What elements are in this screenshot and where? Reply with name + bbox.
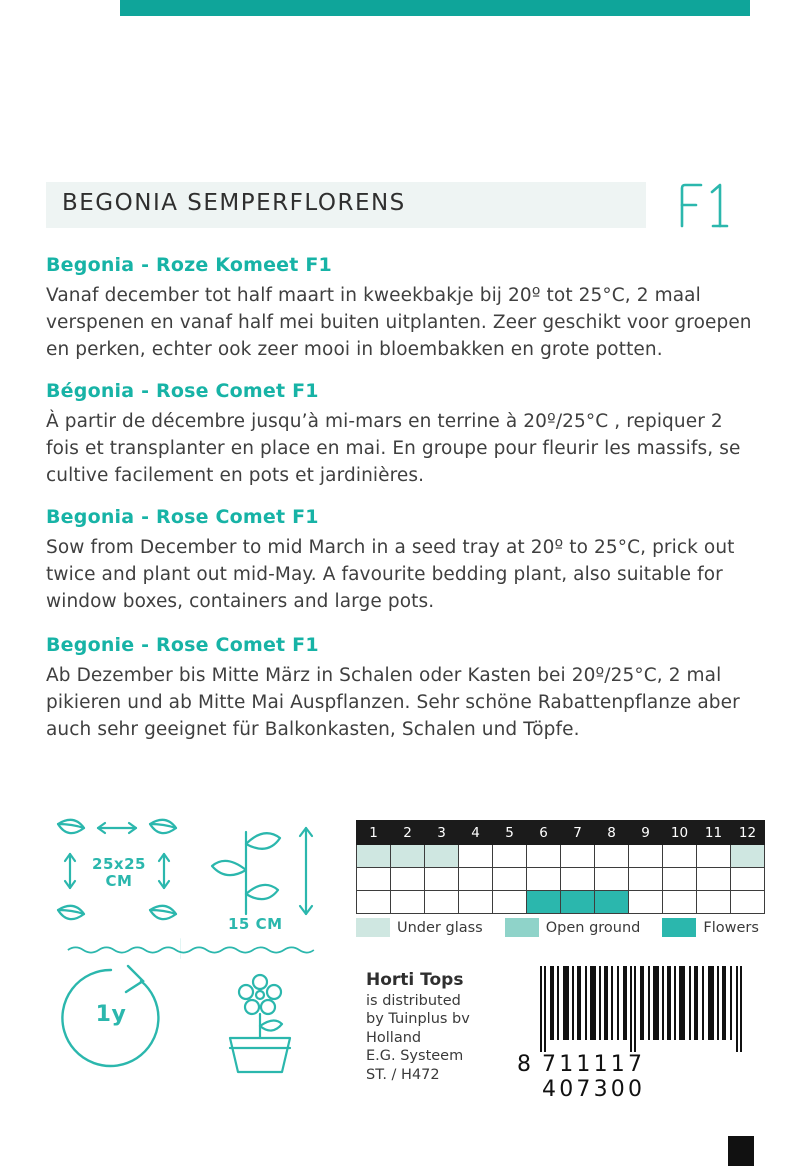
calendar-cell (697, 891, 731, 914)
calendar-month-5: 5 (493, 821, 527, 845)
calendar-month-6: 6 (527, 821, 561, 845)
plant-spacing-unit: CM (105, 872, 133, 891)
calendar-cell (629, 845, 663, 868)
brand-line-2: by Tuinplus bv (366, 1011, 470, 1028)
calendar-cell (459, 868, 493, 891)
top-color-bar (120, 0, 750, 16)
calendar-cell (731, 845, 765, 868)
calendar-cell (357, 845, 391, 868)
calendar-row-1 (357, 845, 765, 868)
calendar-cell (357, 868, 391, 891)
legend-label-flowers: Flowers (703, 919, 759, 936)
variety-heading-nl: Begonia - Roze Komeet F1 (46, 254, 332, 276)
legend-item-open-ground (505, 918, 641, 937)
page-title: BEGONIA SEMPERFLORENS (62, 190, 406, 216)
calendar-cell (663, 845, 697, 868)
calendar-cell (731, 868, 765, 891)
calendar-month-12: 12 (731, 821, 765, 845)
barcode-bars-icon (520, 966, 752, 1052)
brand-block (366, 970, 496, 1084)
barcode (517, 966, 752, 1102)
brand-line-3: Holland (366, 1029, 422, 1046)
language-block-nl (46, 254, 754, 364)
legend-swatch-under-glass (356, 918, 390, 937)
instructions-fr: À partir de décembre jusqu’à mi-mars en terrine à 20º/25°C , repiquer 2 fois et transplanter en place en mai. En groupe pour fleurir les massifs, se cultive facilement en pots et jardinières. (46, 411, 741, 487)
barcode-first-digit: 8 (517, 1052, 531, 1077)
calendar-month-8: 8 (595, 821, 629, 845)
variety-heading-fr: Bégonia - Rose Comet F1 (46, 380, 319, 402)
calendar-cell (493, 868, 527, 891)
legend-swatch-flowers (662, 918, 696, 937)
calendar-cell (595, 845, 629, 868)
calendar-cell (425, 845, 459, 868)
legend-label-open-ground: Open ground (545, 919, 641, 936)
calendar-cell (663, 891, 697, 914)
calendar-cell (561, 868, 595, 891)
legend-label-under-glass: Under glass (397, 919, 483, 936)
calendar-cell (595, 891, 629, 914)
brand-line-5: ST. / H472 (366, 1066, 440, 1083)
calendar-legend (356, 918, 781, 937)
calendar-cell (629, 868, 663, 891)
legend-item-under-glass (356, 918, 483, 937)
calendar-cell (493, 891, 527, 914)
legend-swatch-open-ground (505, 918, 539, 937)
calendar-cell (425, 891, 459, 914)
pictogram-pot-culture (200, 962, 330, 1082)
calendar-cell (697, 845, 731, 868)
calendar-cell (391, 868, 425, 891)
calendar-cell (697, 868, 731, 891)
variety-heading-de: Begonie - Rose Comet F1 (46, 634, 319, 656)
calendar-header-row (357, 821, 765, 845)
plant-spacing-label (76, 856, 162, 891)
calendar-month-3: 3 (425, 821, 459, 845)
language-block-en (46, 506, 754, 616)
calendar-cell (561, 845, 595, 868)
calendar-cell (391, 845, 425, 868)
sowing-calendar (356, 820, 765, 914)
variety-heading-en: Begonia - Rose Comet F1 (46, 506, 319, 528)
calendar-cell (595, 868, 629, 891)
plant-height-label: 15 CM (228, 915, 283, 933)
calendar-cell (357, 891, 391, 914)
calendar-month-2: 2 (391, 821, 425, 845)
instructions-en: Sow from December to mid March in a seed tray at 20º to 25°C, prick out twice and plant out mid-May. A favourite bedding plant, also suitable for window boxes, containers and large pots. (46, 537, 735, 613)
calendar-cell (527, 868, 561, 891)
calendar-month-11: 11 (697, 821, 731, 845)
calendar-month-1: 1 (357, 821, 391, 845)
potted-plant-icon (200, 962, 330, 1080)
calendar-cell (527, 891, 561, 914)
brand-line-1: is distributed (366, 993, 461, 1009)
pictogram-plant-height (198, 810, 338, 940)
language-block-fr (46, 380, 754, 490)
calendar-month-10: 10 (663, 821, 697, 845)
barcode-digits: 711117 407300 (542, 1052, 646, 1102)
calendar-cell (663, 868, 697, 891)
calendar-cell (561, 891, 595, 914)
pictogram-lifecycle (50, 962, 182, 1082)
calendar-month-4: 4 (459, 821, 493, 845)
language-block-de (46, 634, 754, 744)
bottom-crop-block (728, 1136, 754, 1166)
calendar-cell (459, 891, 493, 914)
lifecycle-label: 1y (95, 1002, 127, 1027)
calendar-cell (425, 868, 459, 891)
instructions-de: Ab Dezember bis Mitte März in Schalen oder Kasten bei 20º/25°C, 2 mal pikieren und ab Mitte Mai Auspflanzen. Sehr schöne Rabattenpflanze aber auch sehr geeignet für Balkonkasten, Schalen und Töpfe. (46, 665, 740, 741)
pictogram-divider-horizontal (48, 944, 338, 956)
legend-item-flowers (662, 918, 759, 937)
plant-spacing-value: 25x25 (92, 855, 146, 873)
f1-badge-icon (676, 180, 732, 230)
calendar-cell (493, 845, 527, 868)
calendar-cell (527, 845, 561, 868)
calendar-row-2 (357, 868, 765, 891)
instructions-nl: Vanaf december tot half maart in kweekbakje bij 20º tot 25°C, 2 maal verspenen en vanaf half mei buiten uitplanten. Zeer geschikt voor groepen en perken, echter ook zeer mooi in bloembakken en grote potten. (46, 285, 752, 361)
calendar-cell (459, 845, 493, 868)
pictogram-plant-spacing (50, 810, 185, 930)
calendar-cell (731, 891, 765, 914)
calendar-cell (629, 891, 663, 914)
calendar-month-7: 7 (561, 821, 595, 845)
calendar-table (356, 820, 765, 914)
calendar-cell (391, 891, 425, 914)
brand-line-4: E.G. Systeem (366, 1048, 464, 1065)
calendar-row-3 (357, 891, 765, 914)
f1-badge (676, 180, 732, 240)
calendar-month-9: 9 (629, 821, 663, 845)
brand-name: Horti Tops (366, 970, 464, 990)
